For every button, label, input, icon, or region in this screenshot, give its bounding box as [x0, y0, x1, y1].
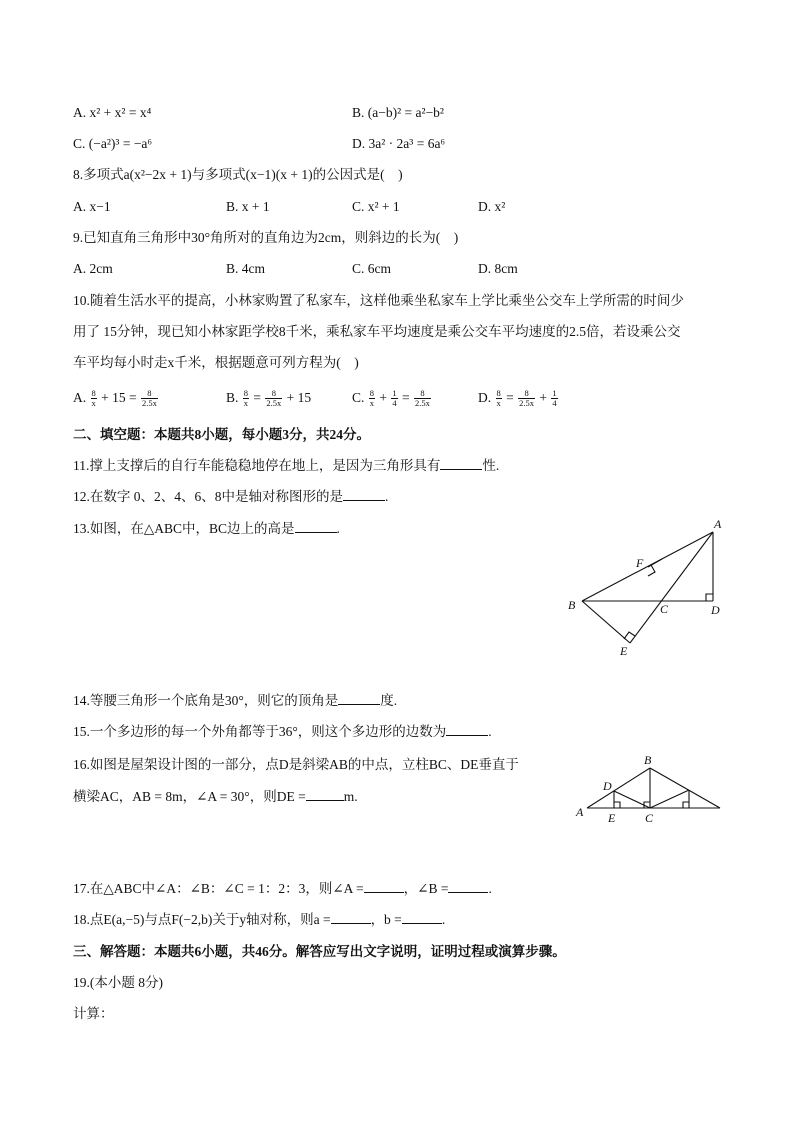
right-angle-r — [683, 802, 689, 808]
q7-option-c: C. (−a²)³ = −a⁶ — [73, 136, 153, 151]
answer-blank — [331, 911, 371, 924]
q19-heading: 19.(本小题 8分) — [73, 975, 163, 990]
label-b: B — [644, 753, 652, 767]
fraction: $\frac{1}{4}$ — [392, 388, 397, 409]
label-a: A — [714, 517, 722, 531]
q10-line1: 10.随着生活水平的提高，小林家购置了私家车，这样他乘坐私家车上学比乘坐公交车上学所需的时间少 — [73, 293, 684, 308]
q10-option-a: A. $\frac{8}{x}$ + 15 = $\frac{8}{2.5x}$ — [73, 388, 157, 409]
label-d: D — [603, 779, 612, 793]
label-e: E — [620, 644, 628, 658]
answer-blank — [448, 880, 488, 893]
q9-option-c: C. 6cm — [352, 261, 391, 276]
fraction: $\frac{8}{x}$ — [369, 388, 375, 409]
q8-option-a: A. x−1 — [73, 199, 111, 214]
q19-label: 计算： — [73, 1006, 114, 1021]
answer-blank — [364, 880, 404, 893]
q7-option-d: D. 3a² · 2a³ = 6a⁶ — [352, 136, 446, 151]
q8-stem: 8.多项式a(x²−2x + 1)与多项式(x−1)(x + 1)的公因式是( ) — [73, 167, 403, 182]
right-angle-e — [614, 802, 620, 808]
q14: 14.等腰三角形一个底角是30°，则它的顶角是 度. — [73, 693, 398, 708]
section-2-heading: 二、填空题：本题共8小题，每小题3分，共24分。 — [73, 427, 370, 442]
label-c: C — [660, 602, 669, 616]
q8-option-d: D. x² — [478, 199, 506, 214]
answer-blank — [446, 723, 488, 736]
strut-dc — [614, 791, 650, 808]
segment-cf — [648, 559, 662, 567]
answer-blank — [440, 457, 482, 470]
q16-line2: 横梁AC，AB = 8m，∠A = 30°，则DE = m. — [73, 789, 358, 804]
answer-blank — [295, 520, 337, 533]
q9-option-d: D. 8cm — [478, 261, 518, 276]
answer-blank — [343, 488, 385, 501]
q10-option-b: B. $\frac{8}{x}$ = $\frac{8}{2.5x}$ + 15 — [226, 388, 312, 409]
answer-blank — [306, 788, 344, 801]
label-d: D — [711, 603, 720, 617]
right-angle-d — [706, 594, 713, 601]
fraction: $\frac{8}{2.5x}$ — [266, 388, 282, 409]
q7-option-a: A. x² + x² = x⁴ — [73, 105, 152, 120]
section-3-heading: 三、解答题：本题共6小题，共46分。解答应写出文字说明，证明过程或演算步骤。 — [73, 944, 566, 959]
answer-blank — [338, 692, 380, 705]
q9-option-a: A. 2cm — [73, 261, 113, 276]
q10-option-d: D. $\frac{8}{x}$ = $\frac{8}{2.5x}$ + $\frac{1}{4}$ — [478, 388, 557, 409]
q9-option-b: B. 4cm — [226, 261, 265, 276]
q12: 12.在数字 0、2、4、6、8中是轴对称图形的是 . — [73, 489, 389, 504]
segment-be — [582, 601, 630, 643]
label-a: A — [576, 805, 584, 819]
label-b: B — [568, 598, 576, 612]
q8-option-c: C. x² + 1 — [352, 199, 400, 214]
q15: 15.一个多边形的每一个外角都等于36°，则这个多边形的边数为 . — [73, 724, 492, 739]
segment-ae — [630, 532, 713, 643]
fraction: $\frac{8}{x}$ — [496, 388, 501, 409]
q10-line2: 用了 15分钟，现已知小林家距学校8千米，乘私家车平均速度是乘公交车平均速度的2.5倍，若设乘公交 — [73, 324, 681, 339]
figure-q16 — [572, 752, 732, 830]
segment-ba — [582, 532, 713, 601]
q13: 13.如图，在△ABC中，BC边上的高是 . — [73, 521, 340, 536]
fraction: $\frac{8}{2.5x}$ — [141, 388, 157, 409]
label-c: C — [645, 811, 654, 825]
fraction: $\frac{8}{2.5x}$ — [415, 388, 430, 409]
fraction: $\frac{1}{4}$ — [552, 388, 557, 409]
q11: 11.撑上支撑后的自行车能稳稳地停在地上，是因为三角形具有 性. — [73, 458, 500, 473]
fraction: $\frac{8}{x}$ — [91, 388, 96, 409]
figure-q13 — [560, 512, 740, 662]
q10-option-c: C. $\frac{8}{x}$ + $\frac{1}{4}$ = $\frac{8}{2.5x}$ — [352, 388, 430, 409]
q16-line1: 16.如图是屋架设计图的一部分，点D是斜梁AB的中点，立柱BC、DE垂直于 — [73, 757, 519, 772]
q7-option-b: B. (a−b)² = a²−b² — [352, 105, 444, 120]
fraction: $\frac{8}{2.5x}$ — [519, 388, 534, 409]
label-f: F — [636, 556, 644, 570]
q17: 17.在△ABC中∠A：∠B：∠C = 1：2：3，则∠A = ，∠B = . — [73, 881, 492, 896]
fraction: $\frac{8}{x}$ — [243, 388, 249, 409]
q9-stem: 9.已知直角三角形中30°角所对的直角边为2cm，则斜边的长为( ) — [73, 230, 459, 245]
answer-blank — [402, 911, 442, 924]
q18: 18.点E(a,−5)与点F(−2,b)关于y轴对称，则a = ，b = . — [73, 912, 446, 927]
q10-line3: 车平均每小时走x千米，根据题意可列方程为( ) — [73, 355, 359, 370]
q8-option-b: B. x + 1 — [226, 199, 270, 214]
label-e: E — [608, 811, 616, 825]
